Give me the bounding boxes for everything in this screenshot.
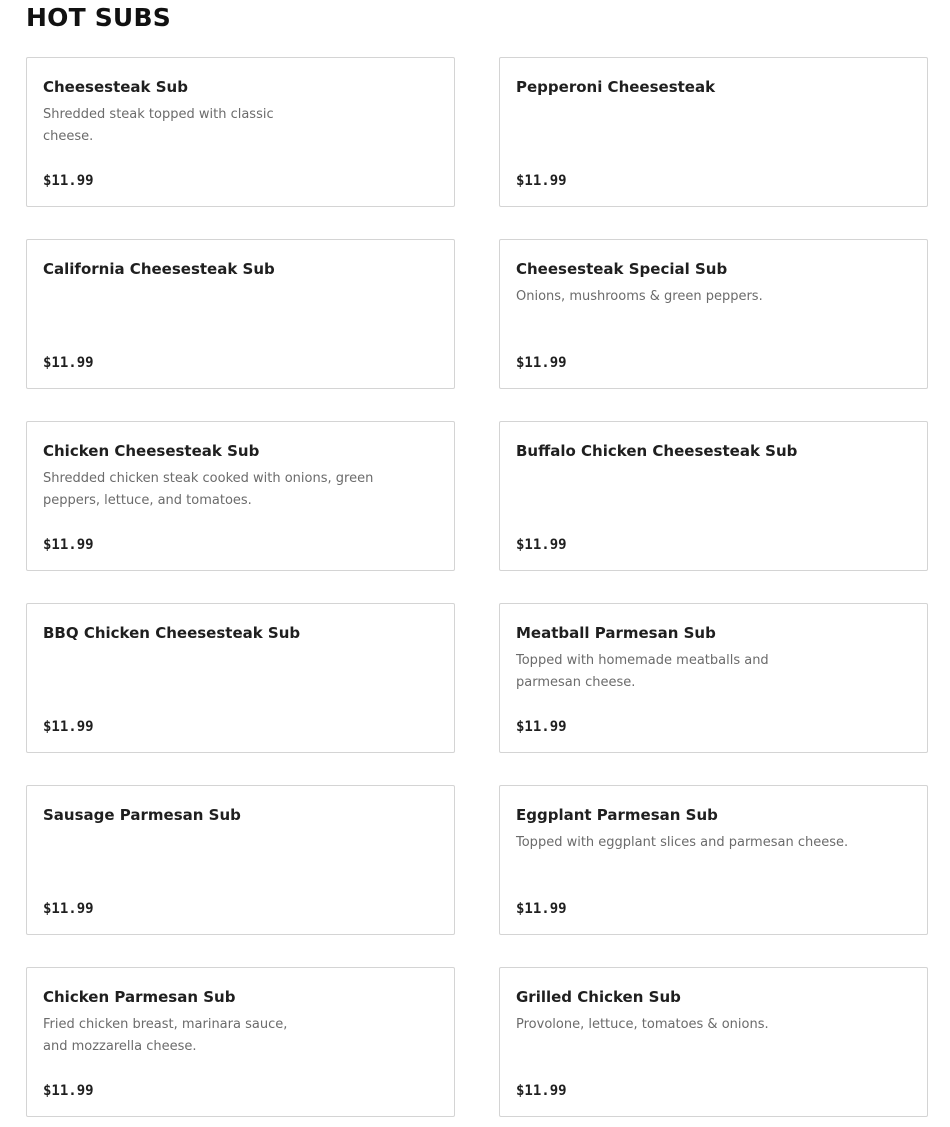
menu-item-card[interactable] (499, 421, 928, 571)
menu-item-name: Pepperoni Cheesesteak (516, 78, 716, 96)
menu-item-card[interactable] (499, 239, 928, 389)
menu-item-card[interactable] (499, 57, 928, 207)
menu-item-name: Sausage Parmesan Sub (43, 806, 241, 824)
menu-item-card[interactable] (499, 967, 928, 1117)
menu-item-price: $11.99 (43, 719, 94, 735)
menu-item-name: Cheesesteak Special Sub (516, 260, 728, 278)
menu-item-name: Eggplant Parmesan Sub (516, 806, 718, 824)
menu-item-description: Topped with eggplant slices and parmesan cheese. (516, 835, 849, 850)
menu-item-price: $11.99 (43, 901, 94, 917)
menu-item-price: $11.99 (516, 901, 567, 917)
menu-item-card[interactable] (26, 603, 455, 753)
menu-item-card[interactable] (26, 421, 455, 571)
menu-item-name: Chicken Cheesesteak Sub (43, 442, 260, 460)
menu-item-card[interactable] (26, 57, 455, 207)
menu-item-description: Provolone, lettuce, tomatoes & onions. (516, 1017, 769, 1032)
menu-item-card[interactable] (26, 785, 455, 935)
menu-item-card[interactable] (499, 785, 928, 935)
menu-item-description: Onions, mushrooms & green peppers. (516, 289, 763, 304)
menu-item-price: $11.99 (516, 719, 567, 735)
menu-item-name: Chicken Parmesan Sub (43, 988, 236, 1006)
menu-item-card[interactable] (26, 967, 455, 1117)
menu-grid (26, 57, 928, 1117)
menu-item-description: Topped with homemade meatballs and parmesan cheese. (516, 653, 769, 690)
menu-item-name: Grilled Chicken Sub (516, 988, 681, 1006)
menu-item-name: Buffalo Chicken Cheesesteak Sub (516, 442, 798, 460)
menu-item-card[interactable] (26, 239, 455, 389)
menu-item-price: $11.99 (43, 1083, 94, 1099)
section-title: HOT SUBS (26, 3, 171, 32)
menu-item-price: $11.99 (516, 537, 567, 553)
menu-item-description: Shredded chicken steak cooked with onions, green peppers, lettuce, and tomatoes. (43, 471, 374, 508)
menu-item-price: $11.99 (43, 173, 94, 189)
menu-item-price: $11.99 (43, 537, 94, 553)
menu-item-price: $11.99 (516, 173, 567, 189)
menu-item-name: BBQ Chicken Cheesesteak Sub (43, 624, 301, 642)
menu-item-name: California Cheesesteak Sub (43, 260, 275, 278)
menu-item-card[interactable] (499, 603, 928, 753)
menu-item-description: Fried chicken breast, marinara sauce, and mozzarella cheese. (43, 1017, 288, 1054)
menu-item-price: $11.99 (516, 355, 567, 371)
menu-item-name: Cheesesteak Sub (43, 78, 188, 96)
menu-item-price: $11.99 (43, 355, 94, 371)
menu-item-description: Shredded steak topped with classic cheese. (43, 107, 274, 144)
menu-item-price: $11.99 (516, 1083, 567, 1099)
menu-item-name: Meatball Parmesan Sub (516, 624, 716, 642)
